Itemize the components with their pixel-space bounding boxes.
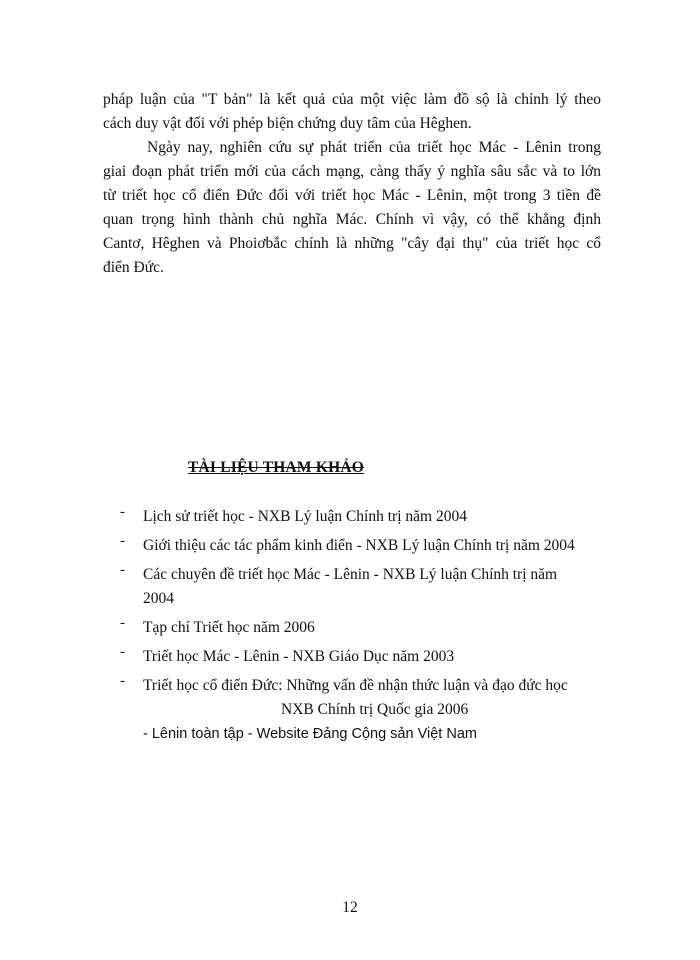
reference-item (118, 674, 618, 722)
reference-text-continued: NXB Chính trị Quốc gia 2006 (281, 701, 469, 718)
text-line: cách duy vật đối với phép biện chứng duy tâm của Hêghen. (103, 115, 472, 132)
text-line: pháp luận của "T bản" là kết quả của một việc làm đồ sộ là chỉnh lý theo (103, 91, 601, 108)
reference-text: Triết học cổ điển Đức: Những vấn đề nhận thức luận và đạo đức học (143, 677, 568, 694)
bullet-dash: - (120, 615, 125, 631)
reference-text: Các chuyên đề triết học Mác - Lênin - NXB Lý luận Chính trị năm (143, 566, 558, 583)
page-number: 12 (342, 899, 358, 916)
body-paragraph-2 (103, 136, 601, 280)
text-line: quan trọng hình thành chủ nghĩa Mác. Chính vì vậy, có thể khẳng định (103, 211, 601, 228)
reference-item (118, 534, 618, 558)
text-line: Cantơ, Hêghen và Phoiơbắc chính là những "cây đại thụ" của triết học cổ (103, 235, 601, 252)
reference-text: Giới thiệu các tác phẩm kinh điển - NXB Lý luận Chính trị năm 2004 (143, 537, 575, 554)
reference-text: Lịch sử triết học - NXB Lý luận Chính trị năm 2004 (143, 508, 467, 525)
bullet-dash: - (120, 673, 125, 689)
text-line: điển Đức. (103, 259, 164, 276)
reference-item (118, 645, 618, 669)
references-heading: TÀI LIỆU THAM KHẢO (188, 459, 364, 476)
body-paragraph-1 (103, 88, 601, 136)
references-list (118, 505, 618, 746)
bullet-dash: - (120, 644, 125, 660)
text-line: giai đoạn phát triển mới của cách mạng, càng thấy ý nghĩa sâu sắc và to lớn (103, 163, 601, 180)
bullet-dash: - (120, 562, 125, 578)
text-line: từ triết học cổ điển Đức đối với triết học Mác - Lênin, một trong 3 tiền đề (103, 187, 601, 204)
reference-item (118, 505, 618, 529)
text-line: Ngày nay, nghiên cứu sự phát triển của triết học Mác - Lênin trong (147, 139, 601, 156)
reference-extra-line (118, 722, 618, 746)
reference-text: - Lênin toàn tập - Website Đảng Cộng sản Việt Nam (143, 726, 477, 742)
bullet-dash: - (120, 533, 125, 549)
reference-text-continued: 2004 (143, 590, 174, 607)
reference-item (118, 616, 618, 640)
reference-text: Tạp chí Triết học năm 2006 (143, 619, 315, 636)
reference-text: Triết học Mác - Lênin - NXB Giáo Dục năm 2003 (143, 648, 455, 665)
bullet-dash: - (120, 504, 125, 520)
reference-item (118, 563, 618, 611)
